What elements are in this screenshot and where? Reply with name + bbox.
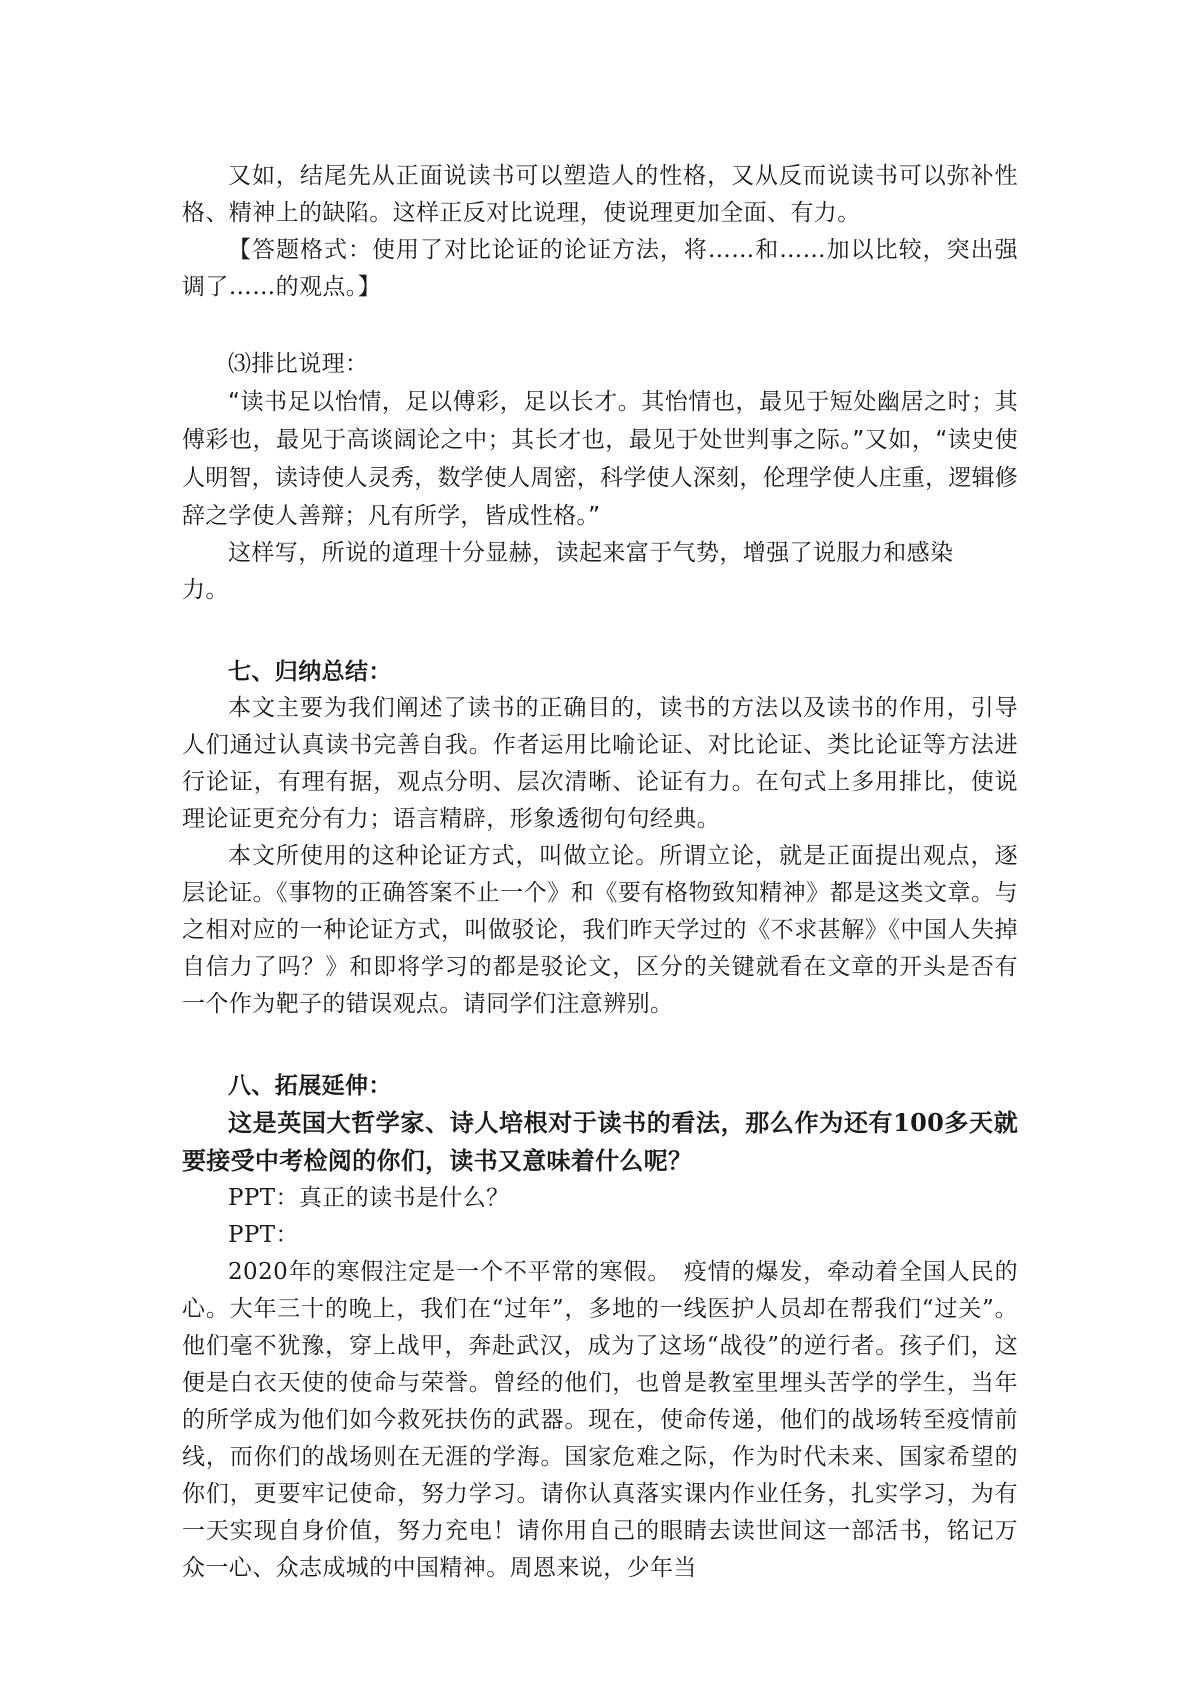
paragraph-summary-2: 本文所使用的这种论证方式，叫做立论。所谓立论，就是正面提出观点，逐层论证。《事物的正确答案不止一个》和《要有格物致知精神》都是这类文章。与之相对应的一种论证方式，叫做驳论，我们昨天学过的《不求甚解》《中国人失掉自信力了吗？》和即将学习的都是驳论文，区分的关键就看在文章的开头是否有一个作为靶子的错误观点。请同学们注意辨别。: [182, 843, 1018, 1017]
paragraph-ppt-2: PPT：: [228, 1222, 299, 1248]
paragraph-parallelism-effect: 这样写，所说的道理十分显赫，读起来富于气势，增强了说服力和感染: [228, 540, 954, 566]
paragraph-extension-question: 这是英国大哲学家、诗人培根对于读书的看法，那么作为还有100多天就要接受中考检阅的你们，读书又意味着什么呢？: [182, 1108, 1018, 1175]
paragraph-summary-1: 本文主要为我们阐述了读书的正确目的，读书的方法以及读书的作用，引导人们通过认真读书完善自我。作者运用比喻论证、对比论证、类比论证等方法进行论证，有理有据，观点分明、层次清晰、论证有力。在句式上多用排比，使说理论证更充分有力；语言精辟，形象透彻句句经典。: [182, 695, 1018, 832]
paragraph-ppt-1: PPT：真正的读书是什么？: [228, 1185, 510, 1211]
spacer: [182, 306, 1018, 346]
spacer: [182, 609, 1018, 653]
paragraph-parallelism-quote: “读书足以怡情，足以傅彩，足以长才。其怡情也，最见于短处幽居之时；其傅彩也，最见于高谈阔论之中；其长才也，最见于处世判事之际。”又如，“读史使人明智，读诗使人灵秀，数学使人周密，科学使人深刻，伦理学使人庄重，逻辑修辞之学使人善辩；凡有所学，皆成性格。”: [182, 389, 1018, 529]
paragraph-parallelism-effect-tail: 力。: [182, 577, 229, 603]
paragraph-extension-body: 2020年的寒假注定是一个不平常的寒假。 疫情的爆发，牵动着全国人民的心。大年三十的晚上，我们在“过年”，多地的一线医护人员却在帮我们“过关”。他们毫不犹豫，穿上战甲，奔赴武汉，成为了这场“战役”的逆行者。孩子们，这便是白衣天使的使命与荣誉。曾经的他们，也曾是教室里埋头苦学的学生，当年的所学成为他们如今救死扶伤的武器。现在，使命传递，他们的战场转至疫情前线，而你们的战场则在无涯的学海。国家危难之际，作为时代未来、国家希望的你们，更要牢记使命，努力学习。请你认真落实课内作业任务，扎实学习，为有一天实现自身价值，努力充电！请你用自己的眼睛去读世间这一部活书，铭记万众一心、众志成城的中国精神。周恩来说，少年当: [182, 1259, 1018, 1581]
document-body: [182, 158, 1018, 1587]
section-heading-summary: 七、归纳总结：: [228, 658, 392, 685]
paragraph-parallelism-title: ⑶排比说理：: [228, 351, 369, 377]
spacer: [182, 1023, 1018, 1067]
paragraph-answer-format: 【答题格式：使用了对比论证的论证方法，将……和……加以比较，突出强调了……的观点。】: [182, 237, 1018, 300]
section-heading-extension: 八、拓展延伸：: [228, 1072, 392, 1099]
paragraph-contrast-ending: 又如，结尾先从正面说读书可以塑造人的性格，又从反而说读书可以弥补性格、精神上的缺陷。这样正反对比说理，使说理更加全面、有力。: [182, 163, 1018, 226]
